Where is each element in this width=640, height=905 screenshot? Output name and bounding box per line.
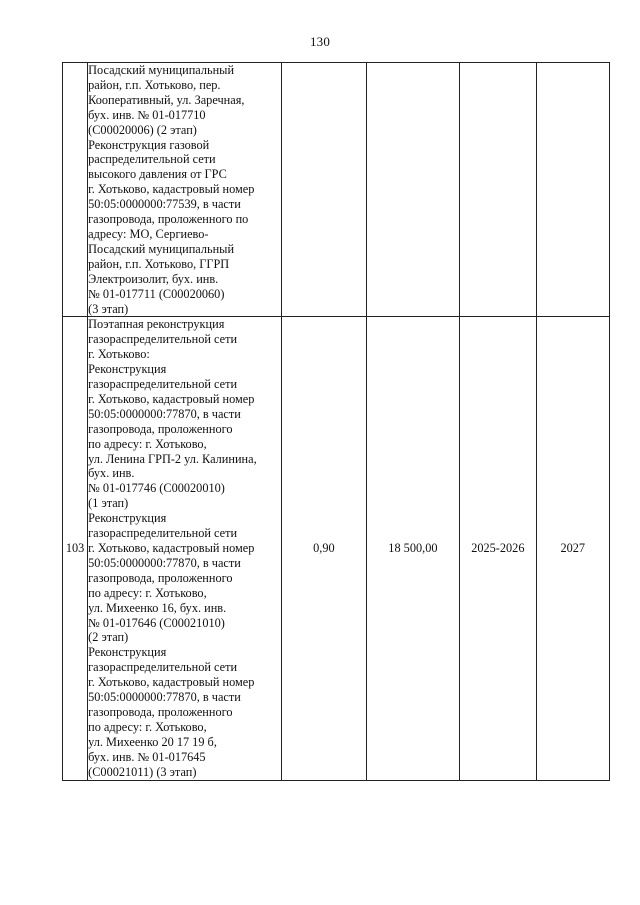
page-number: 130 [309, 34, 331, 49]
description-line: г. Хотьково: [88, 347, 150, 362]
description-line: газораспределительной сети [88, 526, 238, 541]
description-line: ул. Михеенко 20 17 19 б, [88, 734, 217, 749]
description-line: № 01-017646 (С00021010) [88, 615, 225, 630]
description-line: адресу: МО, Сергиево- [88, 226, 209, 241]
description-line: по адресу: г. Хотьково, [88, 585, 207, 600]
description-line: (С00021011) (3 этап) [88, 764, 197, 779]
description-line: Посадский муниципальный [88, 63, 235, 77]
description-line: Реконструкция [88, 511, 167, 526]
object-description-cell [88, 317, 282, 780]
description-line: г. Хотьково, кадастровый номер [88, 541, 255, 555]
description-line: 50:05:0000000:77870, в части [88, 690, 241, 705]
completion-year-cell: 2027 [536, 317, 609, 780]
description-line: по адресу: г. Хотьково, [88, 719, 207, 734]
description-line: газопровода, проложенного [88, 421, 233, 436]
cost-cell: 18 500,00 [366, 317, 460, 780]
description-line: 50:05:0000000:77870, в части [88, 555, 241, 570]
description-line: Кооперативный, ул. Заречная, [88, 92, 245, 107]
description-line: ул. Ленина ГРП-2 ул. Калинина, [88, 451, 257, 466]
row-number-cell [63, 63, 88, 317]
description-line: бух. инв. № 01-017710 [88, 107, 206, 122]
description-line: по адресу: г. Хотьково, [88, 436, 207, 451]
description-line: Поэтапная реконструкция [88, 317, 225, 332]
description-line: бух. инв. [88, 466, 135, 481]
table-row [63, 63, 610, 317]
description-line: район, г.п. Хотьково, пер. [88, 77, 221, 92]
description-line: Реконструкция газовой [88, 137, 210, 152]
description-line: Реконструкция [88, 362, 167, 377]
description-line: 50:05:0000000:77539, в части [88, 197, 241, 212]
description-line: высокого давления от ГРС [88, 167, 227, 182]
description-line: Реконструкция [88, 645, 167, 660]
table-row [63, 317, 610, 780]
description-line: бух. инв. № 01-017645 [88, 749, 206, 764]
description-line: газораспределительной сети [88, 377, 238, 392]
description-line: район, г.п. Хотьково, ГГРП [88, 256, 230, 271]
cost-cell [366, 63, 460, 317]
description-line: газопровода, проложенного [88, 704, 233, 719]
row-number-cell: 103 [63, 317, 88, 780]
description-line: газораспределительной сети [88, 332, 238, 347]
description-line: г. Хотьково, кадастровый номер [88, 391, 255, 406]
description-line: газораспределительной сети [88, 660, 238, 675]
description-line: 50:05:0000000:77870, в части [88, 406, 241, 421]
description-line: (3 этап) [88, 301, 129, 316]
description-line: газопровода, проложенного по [88, 212, 249, 227]
design-period-cell [460, 63, 536, 317]
description-line: № 01-017711 (С00020060) [88, 286, 225, 301]
investment-table [62, 62, 610, 781]
description-line: (2 этап) [88, 630, 129, 645]
description-line: (С00020006) (2 этап) [88, 122, 197, 137]
description-line: № 01-017746 (С00020010) [88, 481, 225, 496]
description-line: г. Хотьково, кадастровый номер [88, 182, 255, 197]
description-line: ул. Михеенко 16, бух. инв. [88, 600, 227, 615]
description-line: Посадский муниципальный [88, 241, 235, 256]
description-line: газопровода, проложенного [88, 570, 233, 585]
capacity-cell [282, 63, 366, 317]
description-line: Электроизолит, бух. инв. [88, 271, 219, 286]
object-description-cell [88, 63, 282, 317]
completion-year-cell [536, 63, 609, 317]
design-period-cell: 2025-2026 [460, 317, 536, 780]
capacity-cell: 0,90 [282, 317, 366, 780]
description-line: распределительной сети [88, 152, 216, 167]
table-body [63, 63, 610, 781]
description-line: г. Хотьково, кадастровый номер [88, 675, 255, 690]
description-line: (1 этап) [88, 496, 129, 511]
